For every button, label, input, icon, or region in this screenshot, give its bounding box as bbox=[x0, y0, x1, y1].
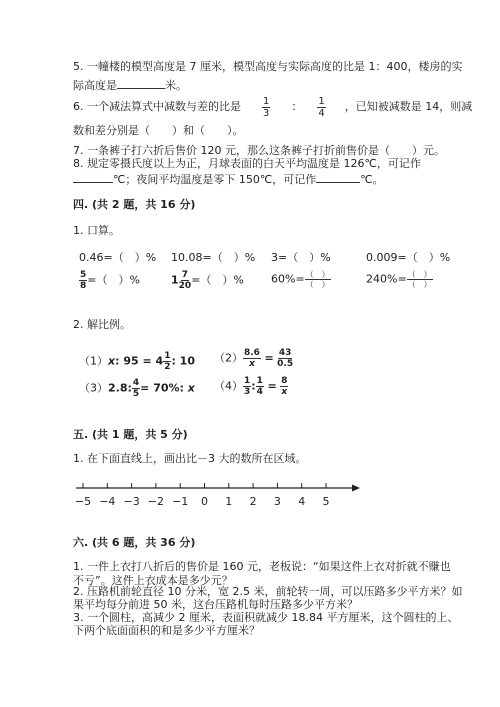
oral-b3: 60%= $\frac{( )}{( )}$ bbox=[271, 270, 330, 289]
section5-q1: 1. 在下面直线上，画出比－3 大的数所在区域。 bbox=[73, 452, 307, 465]
proportion-1-fraction: $\frac{1}{2}$ bbox=[164, 351, 171, 372]
q6-colon: ： bbox=[291, 100, 303, 113]
number-line-tick-label: 3 bbox=[273, 495, 281, 508]
oral-a4: 0.009=（ ）% bbox=[366, 251, 451, 264]
q8-text-a: ℃；夜间平均温度是零下 150℃，可记作 bbox=[113, 173, 317, 186]
oral-b1-fraction: $\frac{5}{8}$ bbox=[80, 270, 87, 291]
number-line-tick-label: −5 bbox=[74, 495, 92, 508]
q7-text: 7. 一条裤子打六折后售价 120 元，那么这条裤子打折前售价是（ ）元。 bbox=[73, 144, 445, 157]
section6-q2-line2: 果平均每分前进 50 米，这台压路机每时压路多少平方米？ bbox=[73, 598, 358, 611]
proportion-2-fraction-1: $\frac{8.6}{x}$ bbox=[244, 348, 260, 369]
section6-title: 六. (共 6 题，共 36 分) bbox=[73, 536, 196, 549]
section6-q3-line2: 下两个底面面积的和是多少平方厘米？ bbox=[73, 624, 260, 637]
section4-title: 四. (共 2 题，共 16 分) bbox=[73, 198, 196, 211]
proportion-2-fraction-2: $\frac{43}{0.5}$ bbox=[277, 348, 294, 369]
proportion-1: （1）x: 95 = 4 $\frac{1}{2}$ : 10 bbox=[79, 351, 195, 372]
q6-text-b: ，已知被减数是 14，则减 bbox=[344, 100, 473, 113]
q8-line1: 8. 规定零摄氏度以上为正，月球表面的白天平均温度是 126℃，可记作 bbox=[73, 157, 421, 170]
number-line-tick-label: −4 bbox=[99, 495, 116, 508]
oral-b2-fraction: $\frac{7}{20}$ bbox=[178, 270, 192, 291]
number-line-tick-label: 0 bbox=[201, 495, 208, 508]
number-line-tick-label: −3 bbox=[123, 495, 140, 508]
number-line-tick-label: 4 bbox=[298, 495, 306, 508]
q6-line1 bbox=[73, 94, 472, 120]
number-line-tick-label: 1 bbox=[225, 495, 233, 508]
q8-line2 bbox=[73, 172, 384, 187]
section6-q1-line2: 不亏”。这件上衣成本是多少元？ bbox=[73, 574, 233, 587]
proportion-4-fraction-2: $\frac{1}{4}$ bbox=[256, 376, 263, 397]
oral-a3: 3=（ ）% bbox=[271, 251, 331, 264]
proportion-2: （2） $\frac{8.6}{x}$ = $\frac{43}{0.5}$ bbox=[214, 348, 294, 369]
oral-b4: 240%= $\frac{( )}{( )}$ bbox=[366, 270, 432, 289]
number-line-tick-label: 2 bbox=[249, 495, 257, 508]
number-line-tick-label: 5 bbox=[322, 495, 330, 508]
proportion-4-fraction-3: $\frac{8}{x}$ bbox=[281, 376, 288, 397]
section6-q2-line1: 2. 压路机前轮直径 10 分米，宽 2.5 米，前轮转一周，可以压路多少平方米？如 bbox=[73, 585, 463, 598]
proportion-4-fraction-1: $\frac{1}{3}$ bbox=[244, 376, 251, 397]
q5-text-b: 米。 bbox=[165, 79, 187, 92]
oral-a2: 10.08=（ ）% bbox=[171, 251, 256, 264]
q8-blank-2[interactable] bbox=[316, 172, 360, 183]
q6-fraction-1: $\frac{1}{3}$ bbox=[263, 95, 270, 119]
oral-b4-fraction: $\frac{( )}{( )}$ bbox=[407, 270, 432, 289]
q5-line2 bbox=[73, 78, 187, 93]
q5-line1: 5. 一幢楼的模型高度是 7 厘米，模型高度与实际高度的比是 1：400，楼房的实 bbox=[73, 60, 463, 73]
proportion-3: （3）2.8: $\frac{4}{5}$ = 70%: x bbox=[79, 378, 195, 399]
oral-b2: 1 $\frac{7}{20}$ =（ ）% bbox=[171, 270, 244, 291]
q6-line2: 数和差分别是（ ）和（ ）。 bbox=[73, 124, 244, 137]
proportion-4: （4） $\frac{1}{3}$ : $\frac{1}{4}$ = $\frac{8}{x}$ bbox=[214, 376, 288, 397]
number-line[interactable] bbox=[70, 478, 370, 514]
oral-a1: 0.46=（ ）% bbox=[79, 251, 157, 264]
section4-q2-label: 2. 解比例。 bbox=[73, 318, 131, 331]
number-line-tick-label: −1 bbox=[172, 495, 189, 508]
oral-b1: $\frac{5}{8}$ =（ ）% bbox=[80, 270, 140, 291]
q8-text-b: ℃。 bbox=[360, 173, 384, 186]
section6-q1-line1: 1. 一件上衣打八折后的售价是 160 元，老板说：“如果这件上衣对折就不赚也 bbox=[73, 560, 451, 573]
number-line-tick-label: −2 bbox=[147, 495, 165, 508]
section6-q3-line1: 3. 一个圆柱，高减少 2 厘米，表面积就减少 18.84 平方厘米，这个圆柱的上、 bbox=[73, 611, 459, 624]
q8-blank-1[interactable] bbox=[73, 172, 113, 183]
oral-b3-fraction: $\frac{( )}{( )}$ bbox=[305, 270, 330, 289]
q5-answer-blank[interactable] bbox=[117, 78, 165, 89]
q5-text-a: 际高度是 bbox=[73, 79, 117, 92]
section5-title: 五. (共 1 题，共 5 分) bbox=[73, 428, 188, 441]
proportion-3-fraction: $\frac{4}{5}$ bbox=[132, 378, 140, 399]
section4-q1-label: 1. 口算。 bbox=[73, 224, 120, 237]
q6-fraction-2: $\frac{1}{4}$ bbox=[318, 95, 325, 119]
q6-text-a: 6. 一个减法算式中减数与差的比是 bbox=[73, 100, 241, 113]
number-line-arrow-icon bbox=[352, 485, 360, 492]
